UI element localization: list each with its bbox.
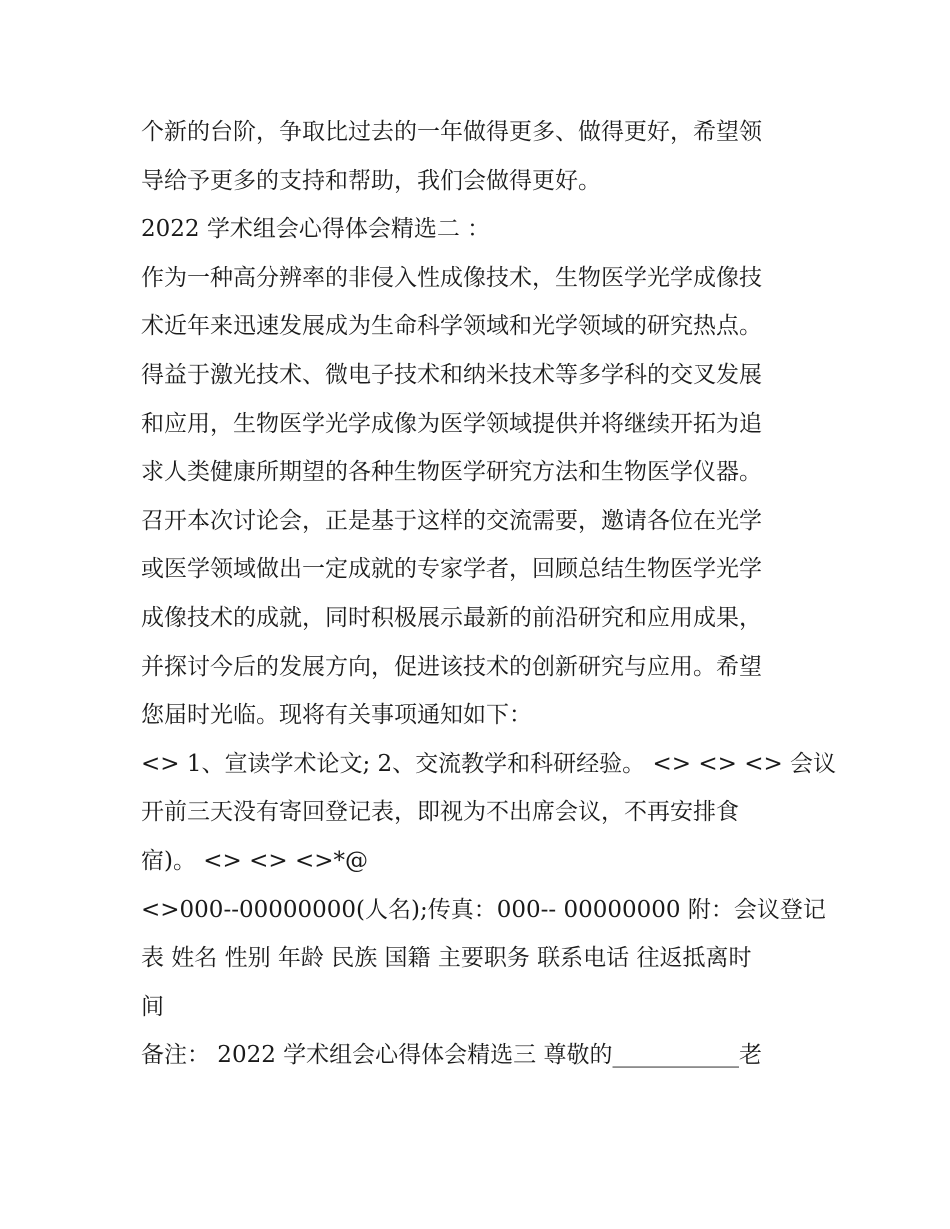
text-line: 您届时光临。现将有关事项通知如下： bbox=[141, 702, 532, 729]
text-line: 间 bbox=[141, 993, 164, 1020]
text-line: 并探讨今后的发展方向，促进该技术的创新研究与应用。希望 bbox=[141, 653, 762, 680]
text-line: 得益于激光技术、微电子技术和纳米技术等多学科的交叉发展 bbox=[141, 361, 762, 388]
body-text bbox=[141, 108, 837, 1080]
text-line: 和应用，生物医学光学成像为医学领域提供并将继续开拓为追 bbox=[141, 410, 762, 437]
text-line: <>000--00000000(人名);传真：000-- 00000000 附：会议登记 bbox=[141, 896, 826, 923]
text-line: 表 姓名 性别 年龄 民族 国籍 主要职务 联系电话 往返抵离时 bbox=[141, 945, 752, 972]
text-line: <> 1、宣读学术论文; 2、交流教学和科研经验。 <> <> <> 会议 bbox=[141, 750, 837, 777]
text-line: 个新的台阶，争取比过去的一年做得更多、做得更好，希望领 bbox=[141, 119, 762, 145]
text-line: 召开本次讨论会，正是基于这样的交流需要，邀请各位在光学 bbox=[141, 507, 762, 534]
text-line: 术近年来迅速发展成为生命科学领域和光学领域的研究热点。 bbox=[141, 313, 762, 340]
text-line: 作为一种高分辨率的非侵入性成像技术，生物医学光学成像技 bbox=[141, 264, 762, 291]
text-line: 备注： 2022 学术组会心得体会精选三 尊敬的___________老 bbox=[141, 1042, 762, 1069]
text-line: 成像技术的成就，同时积极展示最新的前沿研究和应用成果， bbox=[141, 604, 762, 631]
text-line: 求人类健康所期望的各种生物医学研究方法和生物医学仪器。 bbox=[141, 459, 762, 486]
text-line: 开前三天没有寄回登记表，即视为不出席会议，不再安排食 bbox=[141, 799, 739, 826]
text-line: 导给予更多的支持和帮助，我们会做得更好。 bbox=[141, 167, 601, 194]
text-line: 宿)。 <> <> <>*@ bbox=[141, 847, 369, 874]
section-heading: 2022 学术组会心得体会精选二 ： bbox=[141, 216, 491, 243]
text-line: 或医学领域做出一定成就的专家学者，回顾总结生物医学光学 bbox=[141, 556, 762, 583]
